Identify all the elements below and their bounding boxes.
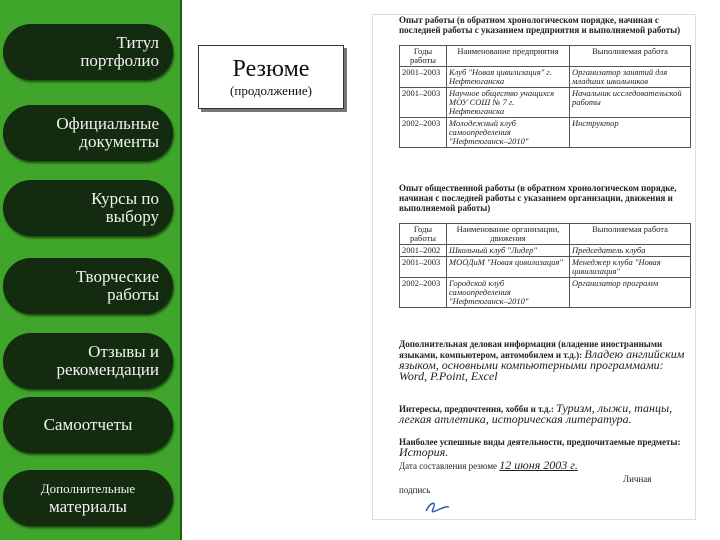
resume-document — [372, 14, 696, 520]
sidebar-item-title[interactable] — [3, 24, 173, 80]
sidebar-item-courses[interactable] — [3, 180, 173, 236]
table-cell: Организатор программ — [570, 278, 691, 308]
signature-label: подпись — [399, 485, 431, 495]
personal-label: Личная — [623, 474, 652, 484]
column-header: Наименование предприятия — [447, 46, 570, 67]
sidebar-item-label: Дополнительные — [40, 481, 136, 496]
extra-info-label: Дополнительная деловая информация (владение иностранными языками, компьютером, автомобилем и т.д.): — [399, 339, 663, 360]
table-cell: Менеджер клуба "Новая цивилизация" — [570, 257, 691, 278]
table-row — [400, 67, 691, 88]
column-header: Годы работы — [400, 46, 447, 67]
sidebar-item-label: Самоотчеты — [43, 415, 133, 434]
resume-date-value: 12 июня 2003 г. — [499, 458, 578, 472]
best-subjects-label: Наиболее успешные виды деятельности, предпочитаемые предметы: — [399, 437, 681, 447]
sidebar-item-label: портфолио — [80, 51, 159, 70]
table-row — [400, 245, 691, 257]
table-row — [400, 118, 691, 148]
table-cell: 2002–2003 — [400, 118, 447, 148]
column-header: Выполняемая работа — [570, 46, 691, 67]
work-heading: Опыт работы (в обратном хронологическом порядке, начиная с последней работы с указанием предприятия и выполняемой работы) — [399, 15, 681, 35]
social-table — [399, 223, 691, 308]
sidebar-item-creative-works[interactable] — [3, 258, 173, 314]
sidebar-item-label: выбору — [105, 207, 159, 226]
table-cell: Городской клуб самоопределения "Нефтеюганск–2010" — [447, 278, 570, 308]
hobbies — [399, 403, 691, 425]
sidebar-item-label: материалы — [49, 497, 127, 516]
page-title: Резюме — [232, 56, 310, 82]
table-cell: Клуб "Новая цивилизация" г. Нефтеюганска — [447, 67, 570, 88]
column-header: Выполняемая работа — [570, 224, 691, 245]
column-header: Годы работы — [400, 224, 447, 245]
resume-date-label: Дата составления резюме — [399, 461, 498, 471]
best-subjects-value: История. — [399, 445, 449, 459]
table-row — [400, 278, 691, 308]
table-cell: Научное общество учащихся МОУ СОШ № 7 г. Нефтеюганска — [447, 88, 570, 118]
best-subjects — [399, 437, 691, 458]
extra-info — [399, 339, 691, 382]
title-box — [198, 45, 344, 109]
sidebar-item-label: Курсы по — [91, 189, 159, 208]
sidebar-item-label: Отзывы и — [88, 342, 159, 361]
table-row — [400, 88, 691, 118]
table-cell: 2002–2003 — [400, 278, 447, 308]
page-subtitle: (продолжение) — [230, 83, 312, 98]
sidebar-item-reviews[interactable] — [3, 333, 173, 389]
signature-mark — [423, 499, 451, 515]
sidebar-item-additional[interactable] — [3, 470, 173, 526]
table-cell: 2001–2002 — [400, 245, 447, 257]
sidebar-item-self-reports[interactable] — [3, 397, 173, 453]
table-cell: Начальник исследовательской работы — [570, 88, 691, 118]
sidebar-item-label: Официальные — [56, 114, 159, 133]
column-header: Наименование организации, движения — [447, 224, 570, 245]
table-cell: 2001–2003 — [400, 257, 447, 278]
table-cell: 2001–2003 — [400, 88, 447, 118]
sidebar-item-label: документы — [79, 132, 159, 151]
table-cell: 2001–2003 — [400, 67, 447, 88]
table-cell: Организатор занятий для младших школьников — [570, 67, 691, 88]
extra-info-value: Владею английским языком, основными компьютерными программами: Word, P.Point, Excel — [399, 347, 685, 383]
table-cell: Молодежный клуб самоопределения "Нефтеюганск–2010" — [447, 118, 570, 148]
resume-date — [399, 460, 691, 471]
work-table — [399, 45, 691, 148]
table-cell: Школьный клуб "Лидер" — [447, 245, 570, 257]
sidebar-item-label: Титул — [116, 33, 159, 52]
sidebar-item-label: работы — [107, 285, 159, 304]
table-cell: Инструктор — [570, 118, 691, 148]
table-row — [400, 257, 691, 278]
sidebar-item-label: рекомендации — [56, 360, 159, 379]
table-cell: Председатель клуба — [570, 245, 691, 257]
sidebar — [0, 0, 182, 540]
sidebar-item-official-docs[interactable] — [3, 105, 173, 161]
table-cell: МООДиМ "Новая цивилизация" — [447, 257, 570, 278]
sidebar-item-label: Творческие — [76, 267, 159, 286]
hobbies-value: Туризм, лыжи, танцы, легкая атлетика, историческая литература. — [399, 401, 673, 426]
hobbies-label: Интересы, предпочтения, хобби и т.д.: — [399, 404, 554, 414]
social-heading: Опыт общественной работы (в обратном хронологическом порядке, начиная с последней работы с указанием организации, движения и выполняемой работы) — [399, 183, 677, 213]
